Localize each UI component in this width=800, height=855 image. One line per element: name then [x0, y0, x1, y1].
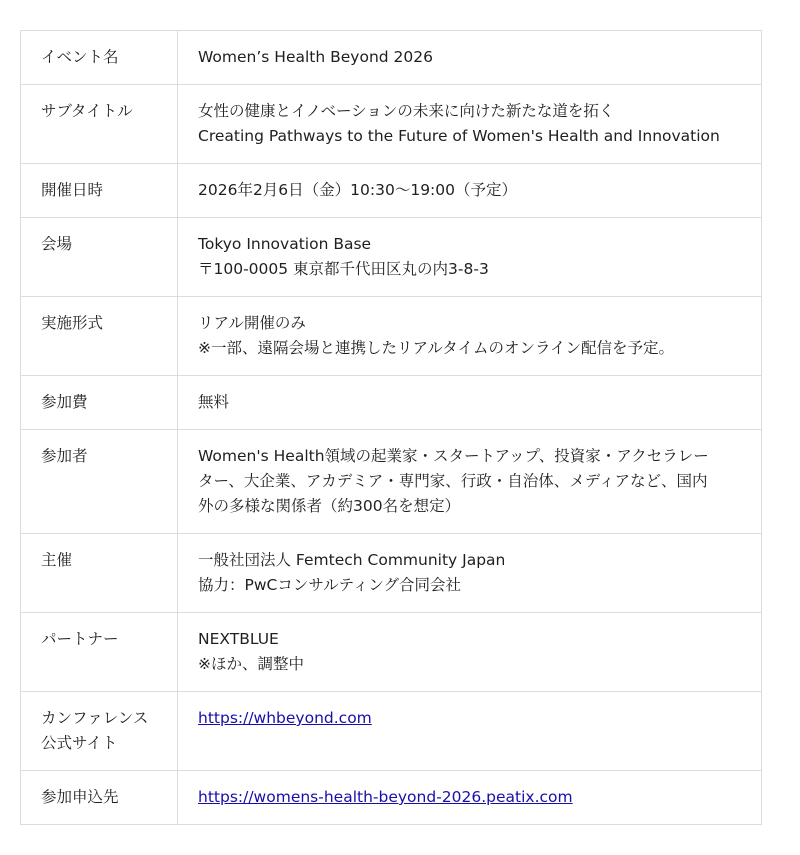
subtitle-english: Creating Pathways to the Future of Women's Health and Innovation — [198, 127, 720, 145]
table-row — [21, 692, 762, 771]
table-row — [21, 430, 762, 534]
partner-note: ※ほか、調整中 — [198, 655, 304, 673]
table-row — [21, 376, 762, 430]
row-label-partner: パートナー — [21, 613, 178, 692]
row-label-organizer: 主催 — [21, 534, 178, 613]
participants-line-2: ター、大企業、アカデミア・専門家、行政・自治体、メディアなど、国内 — [198, 472, 708, 490]
organizer-cooperation: 協力：PwCコンサルティング合同会社 — [198, 576, 462, 594]
row-value-event-name — [178, 31, 762, 85]
row-value-date — [178, 164, 762, 218]
row-value-format — [178, 297, 762, 376]
event-info-table — [20, 30, 762, 825]
row-value-registration — [178, 771, 762, 825]
row-label-venue: 会場 — [21, 218, 178, 297]
row-value-fee — [178, 376, 762, 430]
official-site-label-line-2: 公式サイト — [41, 734, 118, 752]
venue-name: Tokyo Innovation Base — [198, 235, 372, 253]
partner-name: NEXTBLUE — [198, 630, 279, 648]
registration-link[interactable]: https://womens-health-beyond-2026.peatix.com — [198, 788, 573, 806]
participants-line-1: Women's Health領域の起業家・スタートアップ、投資家・アクセラレー — [198, 447, 709, 465]
table-row — [21, 31, 762, 85]
official-site-label-line-1: カンファレンス — [41, 709, 149, 727]
row-label-registration: 参加申込先 — [21, 771, 178, 825]
row-value-partner — [178, 613, 762, 692]
row-label-date: 開催日時 — [21, 164, 178, 218]
fee-text: 無料 — [198, 393, 230, 411]
event-name-text: Women’s Health Beyond 2026 — [198, 48, 433, 66]
event-date-text: 2026年2月6日（金）10:30〜19:00（予定） — [198, 181, 518, 199]
format-text: リアル開催のみ — [198, 314, 306, 332]
row-label-official-site — [21, 692, 178, 771]
table-row — [21, 771, 762, 825]
table-row — [21, 613, 762, 692]
row-value-participants — [178, 430, 762, 534]
subtitle-japanese: 女性の健康とイノベーションの未来に向けた新たな道を拓く — [198, 102, 615, 120]
official-site-link[interactable]: https://whbeyond.com — [198, 709, 372, 727]
table-row — [21, 534, 762, 613]
table-row — [21, 218, 762, 297]
row-label-format: 実施形式 — [21, 297, 178, 376]
format-note: ※一部、遠隔会場と連携したリアルタイムのオンライン配信を予定。 — [198, 339, 674, 357]
row-label-participants: 参加者 — [21, 430, 178, 534]
row-label-fee: 参加費 — [21, 376, 178, 430]
table-row — [21, 164, 762, 218]
table-row — [21, 297, 762, 376]
row-label-event-name: イベント名 — [21, 31, 178, 85]
row-label-subtitle: サブタイトル — [21, 85, 178, 164]
participants-line-3: 外の多様な関係者（約300名を想定） — [198, 497, 461, 515]
row-value-venue — [178, 218, 762, 297]
venue-address: 〒100-0005 東京都千代田区丸の内3-8-3 — [198, 260, 489, 278]
row-value-official-site — [178, 692, 762, 771]
table-row — [21, 85, 762, 164]
row-value-organizer — [178, 534, 762, 613]
organizer-name: 一般社団法人 Femtech Community Japan — [198, 551, 506, 569]
row-value-subtitle — [178, 85, 762, 164]
